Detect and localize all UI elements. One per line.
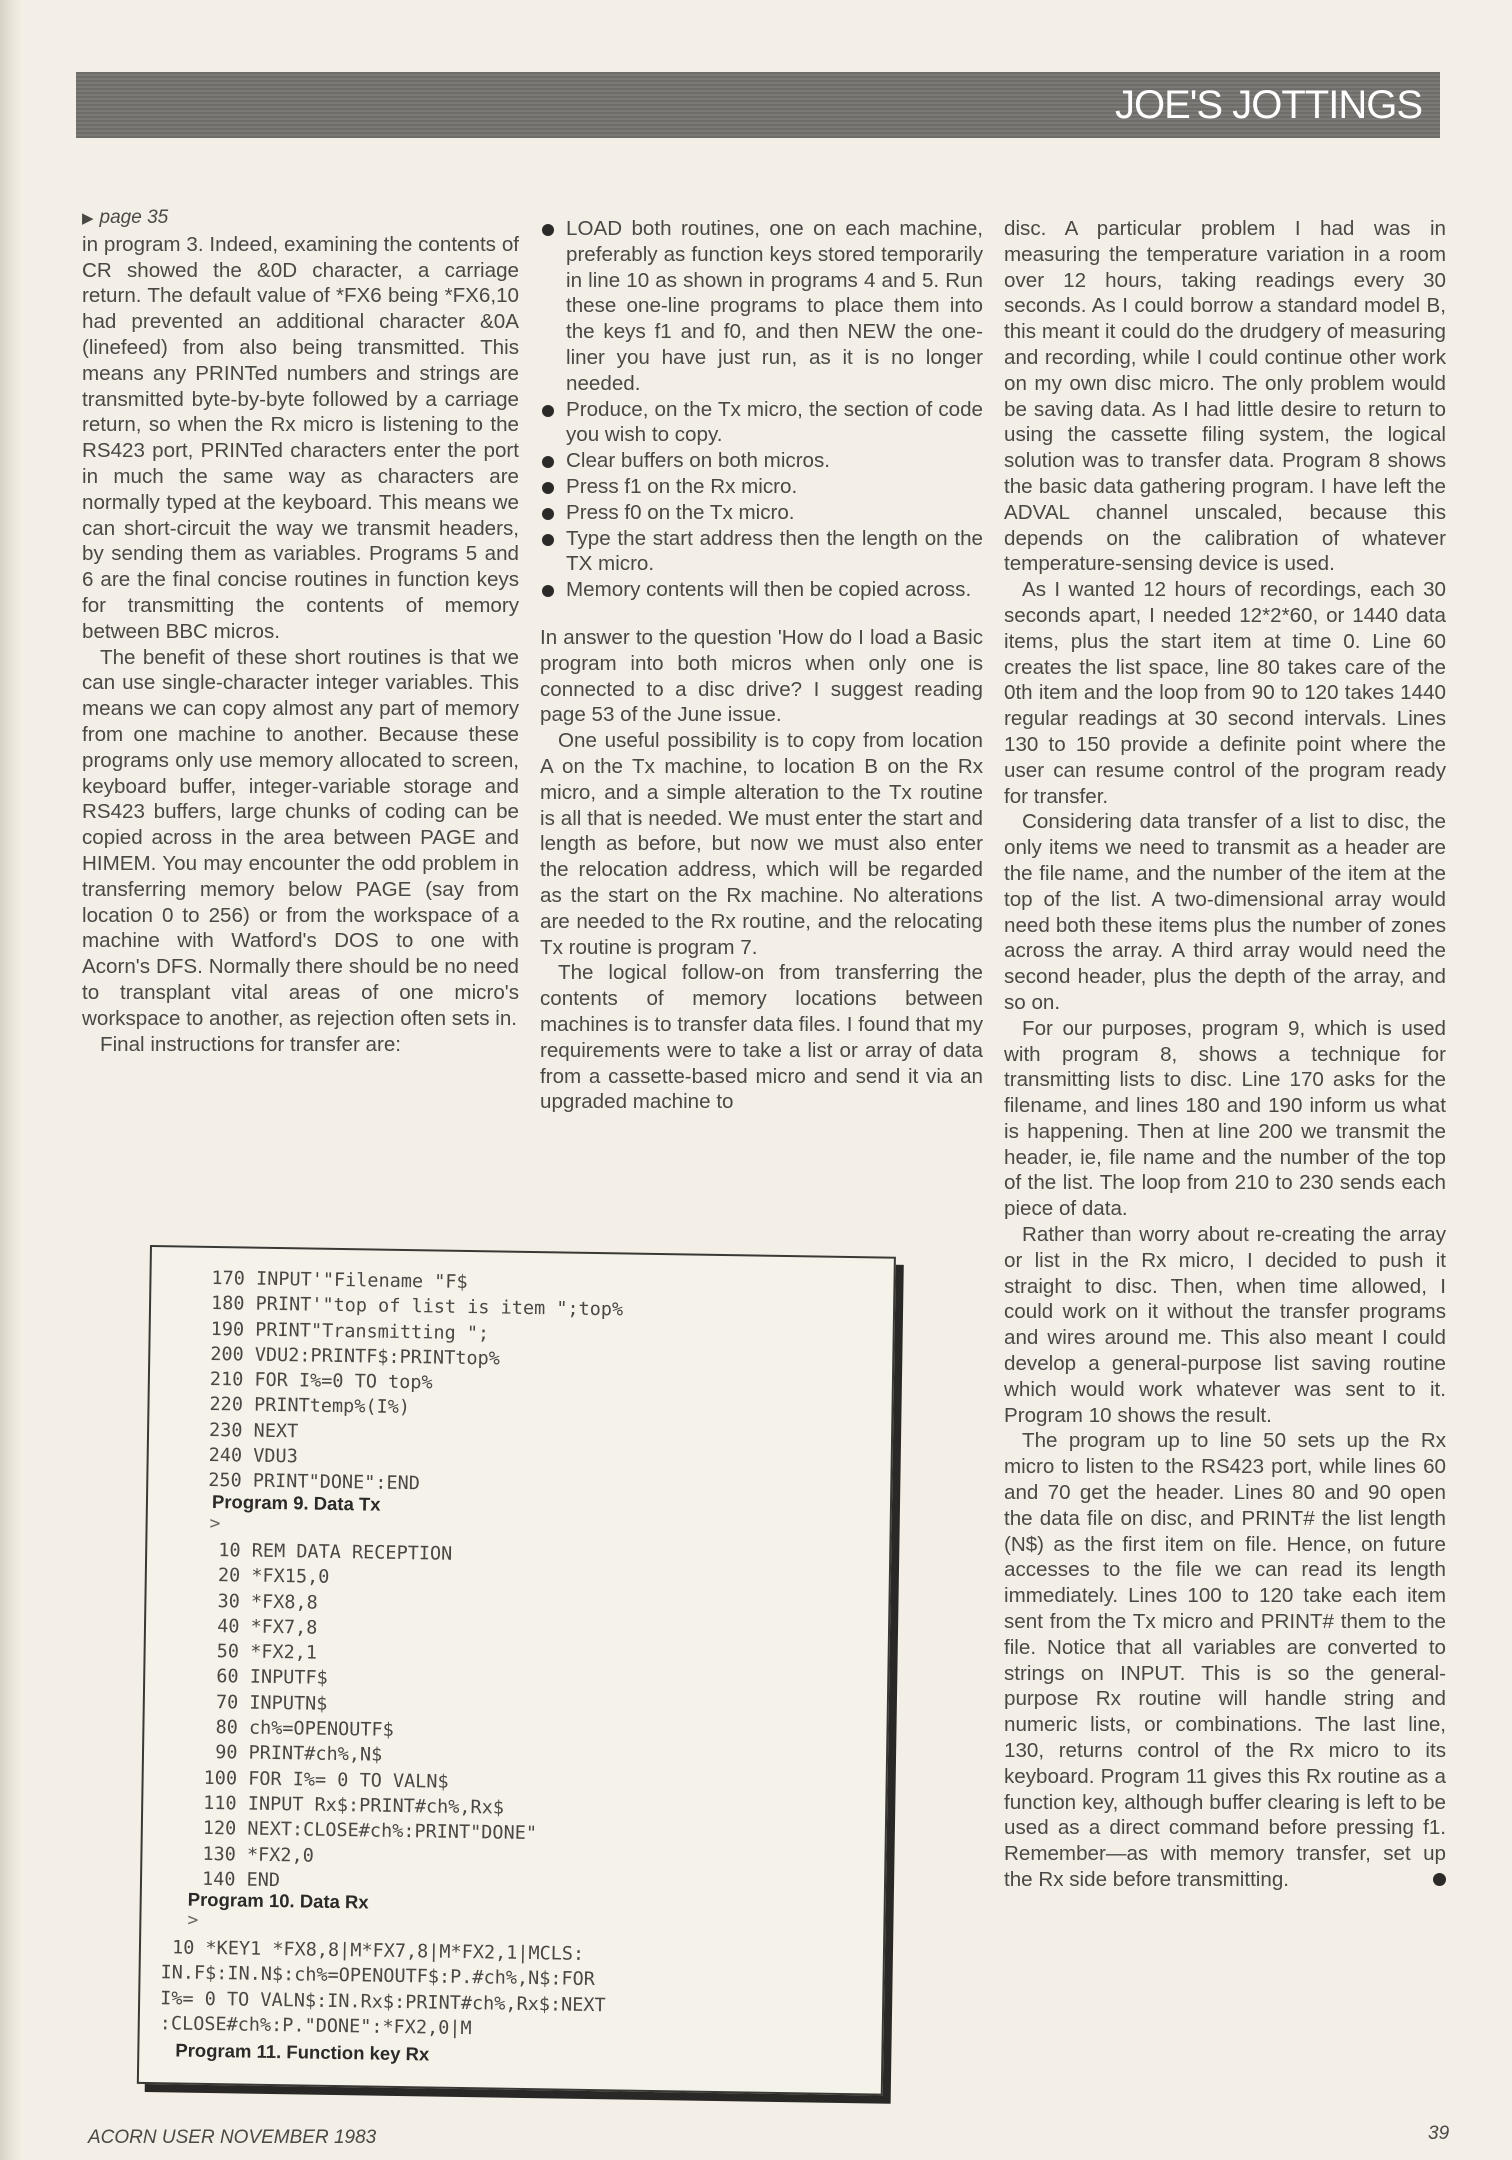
- paragraph: [1004, 1428, 1446, 1892]
- code-line: 40 *FX7,8: [205, 1615, 318, 1639]
- paragraph-text: The program up to line 50 sets up the Rx micro to listen to the RS423 port, while lines 60 and 70 get the header. Lines 80 and 90 open the data file on disc, and PRINT# the list length (N$) as the first item on file. Hence, on future accesses to the file we can read its length immediately. Lines 100 to 120 take each item sent from the Tx micro and PRINT# them to the file. Notice that all variables are converted to strings on INPUT. This is so the general-purpose Rx routine will handle string and numeric lists, or combinations. The last line, 130, returns control of the Rx micro to its keyboard. Program 11 gives this Rx routine as a function key, although buffer clearing is left to be used as a direct command before pressing f1. Remember—as with memory transfer, set up the Rx side before transmitting.: [1004, 1429, 1446, 1891]
- code-line: 120 NEXT:CLOSE#ch%:PRINT"DONE": [202, 1818, 538, 1845]
- code-line: 70 INPUTN$: [204, 1691, 328, 1715]
- code-line: 10 *KEY1 *FX8,8|M*FX7,8|M*FX2,1|MCLS:: [160, 1937, 585, 1965]
- page-number: 39: [1428, 2123, 1450, 2144]
- code-line: 200 VDU2:PRINTF$:PRINTtop%: [210, 1343, 501, 1370]
- list-item-text: Type the start address then the length on the TX micro.: [566, 526, 983, 576]
- column-2: [540, 216, 983, 1115]
- list-item: [540, 448, 983, 474]
- program-11-listing: [160, 1935, 607, 2043]
- page-reference-text: page 35: [99, 207, 169, 228]
- code-line: 90 PRINT#ch%,N$: [203, 1742, 383, 1767]
- list-item: [540, 500, 983, 526]
- code-line: 20 *FX15,0: [206, 1565, 330, 1589]
- code-line: 250 PRINT"DONE":END: [208, 1470, 421, 1495]
- list-item-text: Produce, on the Tx micro, the section of code you wish to copy.: [566, 397, 983, 447]
- program-9-listing: [208, 1266, 624, 1500]
- paragraph: Considering data transfer of a list to disc, the only items we need to transmit as a header are the file name, and the number of the item at the top of the list. A two-dimensional array would need both these items plus the number of zones across the array. A third array would need the second header, plus the depth of the array, and so on.: [1004, 810, 1446, 1014]
- bullet-icon: [542, 224, 554, 236]
- list-item: [540, 474, 983, 500]
- header-bar: [76, 72, 1440, 138]
- prompt-symbol: >: [209, 1512, 221, 1535]
- paragraph: In answer to the question 'How do I load a Basic program into both micros when only one is connected to a disc drive? I suggest reading page 53 of the June issue.: [540, 625, 983, 727]
- program-9-caption: Program 9. Data Tx: [211, 1491, 381, 1515]
- page-reference: [82, 205, 519, 232]
- code-line: 170 INPUT'"Filename "F$: [211, 1267, 468, 1293]
- bullet-icon: [542, 456, 554, 468]
- code-line: 210 FOR I%=0 TO top%: [209, 1369, 433, 1394]
- code-line: 30 *FX8,8: [206, 1590, 318, 1614]
- list-item: [540, 526, 983, 578]
- paragraph: For our purposes, program 9, which is used with program 8, shows a technique for transmitting lists to disc. Line 170 asks for the filename, and lines 180 and 190 inform us what is happening. Then at line 200 we transmit the header, ie, file name and the number of the top of the list. The loop from 210 to 230 sends each piece of data.: [1004, 1016, 1446, 1221]
- paragraph: As I wanted 12 hours of recordings, each 30 seconds apart, I needed 12*2*60, or 1440 data items, plus the start item at time 0. Line 60 creates the list space, line 80 takes care of the 0th item and the loop from 90 to 120 takes 1440 regular readings at 30 second intervals. Lines 130 to 150 provide a definite point where the user can resume control of the program ready for transfer.: [1004, 578, 1446, 808]
- bullet-icon: [542, 508, 554, 520]
- code-line: 180 PRINT'"top of list is item ";top%: [210, 1293, 624, 1321]
- list-item-text: Press f0 on the Tx micro.: [566, 500, 795, 524]
- code-line: 140 END: [201, 1868, 281, 1891]
- list-item: [540, 216, 983, 397]
- paragraph: in program 3. Indeed, examining the contents of CR showed the &0D character, a carriage return. The default value of *FX6 being *FX6,10 had prevented an additional character &0A (linefeed) from also being transmitted. This means any PRINTed numbers and strings are transmitted byte-by-byte followed by a carriage return, so when the Rx micro is listening to the RS423 port, PRINTed characters enter the port in much the same way as characters are normally typed at the keyboard. This means we can short-circuit the way we transmit headers, by sending them as variables. Programs 5 and 6 are the final concise routines in function keys for transmitting the contents of memory between BBC micros.: [82, 232, 519, 643]
- code-line: 190 PRINT"Transmitting ";: [210, 1318, 490, 1344]
- code-line: 110 INPUT Rx$:PRINT#ch%,Rx$: [203, 1792, 505, 1819]
- program-10-caption: Program 10. Data Rx: [187, 1888, 369, 1913]
- code-line: :CLOSE#ch%:P."DONE":*FX2,0|M: [159, 2013, 472, 2040]
- list-item-text: LOAD both routines, one on each machine, preferably as function keys stored temporarily in line 10 as shown in programs 4 and 5. Run these one-line programs to place them into the keys f1 and f0, and then NEW the one-liner you have just run, as it is no longer needed.: [566, 217, 983, 395]
- paragraph: One useful possibility is to copy from location A on the Tx machine, to location B on the Rx micro, and a simple alteration to the Tx routine is all that is needed. We must enter the start and length as before, but now we must also enter the relocation address, which will be regarded as the start on the Rx machine. No alterations are needed to the Rx routine, and the relocating Tx routine is program 7.: [540, 729, 983, 959]
- program-10-listing: [202, 1538, 542, 1897]
- prompt-symbol: >: [187, 1909, 199, 1931]
- code-line: 100 FOR I%= 0 TO VALN$: [203, 1767, 449, 1793]
- transfer-instructions: [540, 216, 983, 603]
- bullet-icon: [542, 482, 554, 494]
- binding-shadow: [0, 0, 22, 2160]
- code-line: I%= 0 TO VALN$:IN.Rx$:PRINT#ch%,Rx$:NEXT: [160, 1987, 606, 2016]
- section-title: JOE'S JOTTINGS: [1115, 83, 1422, 127]
- code-line: 130 *FX2,0: [202, 1843, 314, 1867]
- list-item-text: Memory contents will then be copied across.: [566, 578, 972, 602]
- code-line: 220 PRINTtemp%(I%): [209, 1394, 411, 1419]
- paragraph: The benefit of these short routines is that we can use single-character integer variables. This means we can copy almost any part of memory from one machine to another. Because these programs only use memory allocated to screen, keyboard buffer, integer-variable storage and RS423 buffers, large chunks of coding can be copied across in the area between PAGE and HIMEM. You may encounter the odd problem in transferring memory below PAGE (say from location 0 to 256) or from the workspace of a machine with Watford's DOS to one with Acorn's DFS. Normally there should be no need to transplant vital areas of one micro's workspace to another, as rejection often sets in.: [82, 645, 519, 1030]
- list-item: [540, 577, 983, 603]
- column-3: [1004, 216, 1446, 1893]
- end-mark-icon: [1433, 1873, 1446, 1886]
- list-item-text: Clear buffers on both micros.: [566, 449, 831, 473]
- paragraph: The logical follow-on from transferring the contents of memory locations between machines is to transfer data files. I found that my requirements were to take a list or array of data from a cassette-based micro and send it via an upgraded machine to: [540, 961, 983, 1114]
- paragraph: Final instructions for transfer are:: [100, 1032, 402, 1056]
- list-item-text: Press f1 on the Rx micro.: [566, 474, 798, 498]
- bullet-icon: [542, 534, 554, 546]
- footer-issue: ACORN USER NOVEMBER 1983: [88, 2127, 377, 2148]
- code-listings-box: [137, 1245, 896, 2096]
- code-line: 240 VDU3: [208, 1445, 298, 1468]
- column-1: [82, 205, 519, 1057]
- code-line: IN.F$:IN.N$:ch%=OPENOUTF$:P.#ch%,N$:FOR: [160, 1962, 596, 1991]
- bullet-icon: [542, 585, 554, 597]
- code-line: 60 INPUTF$: [205, 1666, 328, 1690]
- code-line: 230 NEXT: [208, 1419, 299, 1443]
- list-item: [540, 397, 983, 449]
- paragraph: disc. A particular problem I had was in measuring the temperature variation in a room over 12 hours, taking readings every 30 seconds. As I could borrow a standard model B, this meant it could do the drudgery of measuring and recording, while I could continue other work on my own disc micro. The only problem would be saving data. As I had little desire to return to using the cassette filing system, the logical solution was to transfer data. Program 8 shows the basic data gathering program. I have left the ADVAL channel unscaled, because this depends on the calibration of whatever temperature-sensing device is used.: [1004, 217, 1446, 576]
- code-line: 10 REM DATA RECEPTION: [207, 1539, 453, 1565]
- paragraph: Rather than worry about re-creating the array or list in the Rx micro, I decided to push it straight to disc. Then, when time allowed, I could work on it without the transfer programs and wires around me. This also meant I could develop a general-purpose list saving routine which would work whatever was sent to it. Program 10 shows the result.: [1004, 1223, 1446, 1427]
- code-line: 50 *FX2,1: [205, 1641, 318, 1664]
- triangle-right-icon: ▶: [82, 210, 94, 227]
- program-11-caption: Program 11. Function key Rx: [175, 2039, 430, 2065]
- bullet-icon: [542, 405, 554, 417]
- code-line: 80 ch%=OPENOUTF$: [204, 1716, 394, 1741]
